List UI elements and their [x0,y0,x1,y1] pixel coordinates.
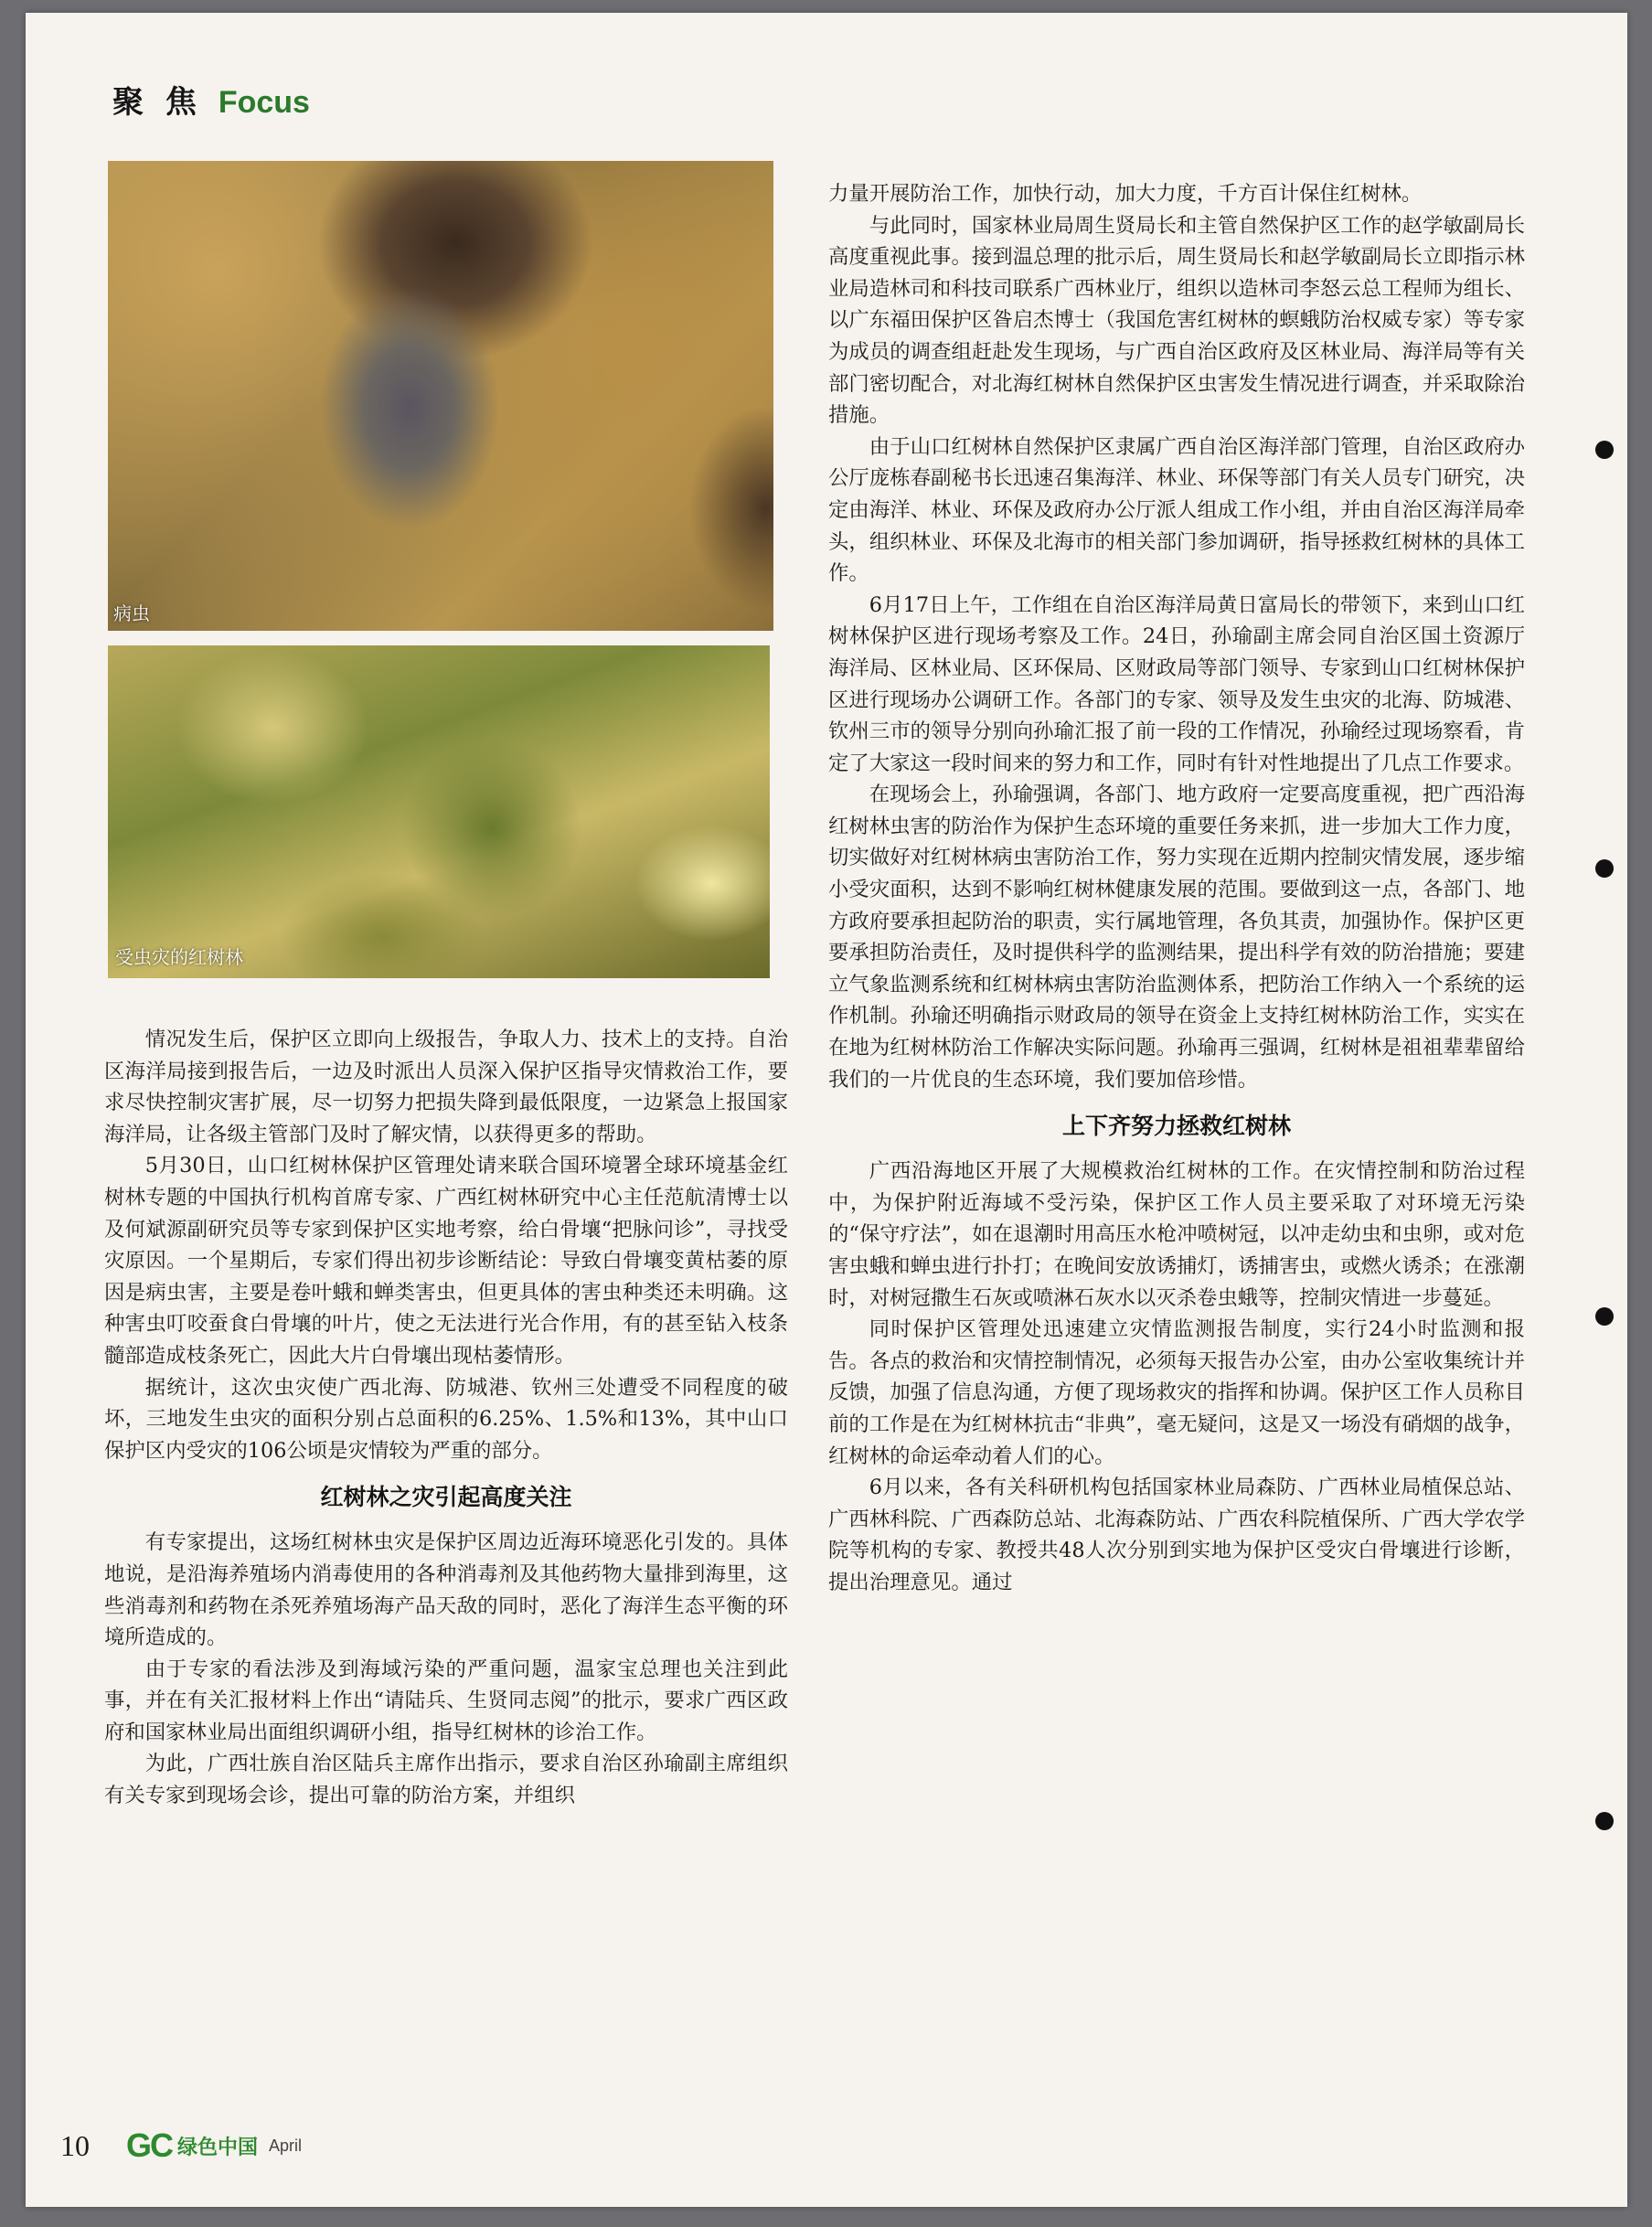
subheading-rescue: 上下齐努力拯救红树林 [1061,1113,1291,1140]
paragraph: 由于山口红树林自然保护区隶属广西自治区海洋部门管理，自治区政府办公厅庞栋春副秘书长迅速召集海洋、林业、环保等部门有关人员专门研究，决定由海洋、林业、环保及政府办公厅派人组成工作小组，并由自治区海洋局牵头，组织林业、环保及北海市的相关部门参加调研，指导拯救红树林的具体工作。 [828,434,1525,586]
paragraph: 与此同时，国家林业局周生贤局长和主管自然保护区工作的赵学敏副局长高度重视此事。接到温总理的批示后，周生贤局长和赵学敏副局长立即指示林业局造林司和科技司联系广西林业厅，组织以造林司李怒云总工程师为组长、以广东福田保护区昝启杰博士（我国危害红树林的螟蛾防治权威专家）等专家为成员的调查组赶赴发生现场，与广西自治区政府及区林业局、海洋局等有关部门密切配合，对北海红树林自然保护区虫害发生情况进行调查，并采取除治措施。 [828,213,1525,428]
binder-hole [1595,1812,1614,1830]
binder-hole [1595,859,1614,878]
subheading-attention: 红树林之灾引起高度关注 [320,1484,572,1511]
paragraph: 在现场会上，孙瑜强调，各部门、地方政府一定要高度重视，把广西沿海红树林虫害的防治作为保护生态环境的重要任务来抓，进一步加大工作力度，切实做好对红树林病虫害防治工作，努力实现在近期内控制灾情发展，逐步缩小受灾面积，达到不影响红树林健康发展的范围。要做到这一点，各部门、地方政府要承担起防治的职责，实行属地管理，各负其责，加强协作。保护区更要承担防治责任，及时提供科学的监测结果，提出科学有效的防治措施；要建立气象监测系统和红树林病虫害防治监测体系，把防治工作纳入一个系统的运作机制。孙瑜还明确指示财政局的领导在资金上支持红树林防治工作，实实在在地为红树林防治工作解决实际问题。孙瑜再三强调，红树林是祖祖辈辈留给我们的一片优良的生态环境，我们要加倍珍惜。 [828,783,1525,1092]
pest-photo-caption: 病虫 [113,602,150,624]
issue-month: April [269,2136,303,2155]
paragraph: 据统计，这次虫灾使广西北海、防城港、钦州三处遭受不同程度的破坏，三地发生虫灾的面积分别占总面积的6.25%、1.5%和13%，其中山口保护区内受灾的106公顷是灾情较为严重的部分。 [104,1375,788,1463]
paragraph: 广西沿海地区开展了大规模救治红树林的工作。在灾情控制和防治过程中，为保护附近海域不受污染，保护区工作人员主要采取了对环境无污染的“保守疗法”，如在退潮时用高压水枪冲喷树冠，以冲走幼虫和虫卵，或对危害虫蛾和蝉虫进行扑打；在晚间安放诱捕灯，诱捕害虫，或燃火诱杀；在涨潮时，对树冠撒生石灰或喷淋石灰水以灭杀卷虫蛾等，控制灾情进一步蔓延。 [828,1159,1525,1310]
binder-hole [1595,1307,1614,1326]
right-text-column [828,178,1525,1599]
section-title-english: Focus [218,85,310,120]
paragraph: 有专家提出，这场红树林虫灾是保护区周边近海环境恶化引发的。具体地说，是沿海养殖场内消毒使用的各种消毒剂及其他药物大量排到海里，这些消毒剂和药物在杀死养殖场海产品天敌的同时，恶化了海洋生态平衡的环境所造成的。 [104,1530,788,1650]
paragraph: 为此，广西壮族自治区陆兵主席作出指示，要求自治区孙瑜副主席组织有关专家到现场会诊，提出可靠的防治方案，并组织 [104,1752,788,1808]
pest-photo [108,161,773,631]
paragraph: 由于专家的看法涉及到海域污染的严重问题，温家宝总理也关注到此事，并在有关汇报材料上作出“请陆兵、生贤同志阅”的批示，要求广西区政府和国家林业局出面组织调研小组，指导红树林的诊治工作。 [104,1657,788,1744]
paragraph: 5月30日，山口红树林保护区管理处请来联合国环境署全球环境基金红树林专题的中国执行机构首席专家、广西红树林研究中心主任范航清博士以及何斌源副研究员等专家到保护区实地考察，给白骨壤“把脉问诊”，寻找受灾原因。一个星期后，专家们得出初步诊断结论：导致白骨壤变黄枯萎的原因是病虫害，主要是卷叶蛾和蝉类害虫，但更具体的害虫种类还未明确。这种害虫叮咬蚕食白骨壤的叶片，使之无法进行光合作用，有的甚至钻入枝条髓部造成枝条死亡，因此大片白骨壤出现枯萎情形。 [104,1154,788,1368]
paragraph: 6月以来，各有关科研机构包括国家林业局森防、广西林业局植保总站、广西林科院、广西森防总站、北海森防站、广西农科院植保所、广西大学农学院等机构的专家、教授共48人次分别到实地为保护区受灾白骨壤进行诊断，提出治理意见。通过 [828,1476,1525,1594]
section-title-chinese: 聚 焦 [112,84,202,121]
damaged-mangrove-photo-caption: 受虫灾的红树林 [115,946,243,968]
magazine-page [26,13,1627,2207]
section-header [112,77,310,122]
binder-hole [1595,441,1614,459]
paragraph: 6月17日上午，工作组在自治区海洋局黄日富局长的带领下，来到山口红树林保护区进行现场考察及工作。24日，孙瑜副主席会同自治区国土资源厅海洋局、区林业局、区环保局、区财政局等部门领导、专家到山口红树林保护区进行现场办公调研工作。各部门的专家、领导及发生虫灾的北海、防城港、钦州三市的领导分别向孙瑜汇报了前一段的工作情况，孙瑜经过现场察看，肯定了大家这一段时间来的努力和工作，同时有针对性地提出了几点工作要求。 [828,592,1525,775]
page-footer [60,2126,302,2165]
paragraph: 同时保护区管理处迅速建立灾情监测报告制度，实行24小时监测和报告。各点的救治和灾情控制情况，必须每天报告办公室，由办公室收集统计并反馈，加强了信息沟通，方便了现场救灾的指挥和协调。保护区工作人员称目前的工作是在为红树林抗击“非典”，毫无疑问，这是又一场没有硝烟的战争，红树林的命运牵动着人们的心。 [828,1317,1525,1468]
magazine-logo-mark: GC [126,2126,172,2164]
paragraph: 情况发生后，保护区立即向上级报告，争取人力、技术上的支持。自治区海洋局接到报告后，一边及时派出人员深入保护区指导灾情救治工作，要求尽快控制灾害扩展，尽一切努力把损失降到最低限度，一边紧急上报国家海洋局，让各级主管部门及时了解灾情，以获得更多的帮助。 [104,1028,788,1146]
left-text-column [104,1024,788,1812]
damaged-mangrove-photo [108,645,770,978]
magazine-logo-name: 绿色中国 [177,2136,259,2159]
paragraph: 力量开展防治工作，加快行动，加大力度，千方百计保住红树林。 [828,182,1423,206]
page-number: 10 [60,2128,90,2162]
